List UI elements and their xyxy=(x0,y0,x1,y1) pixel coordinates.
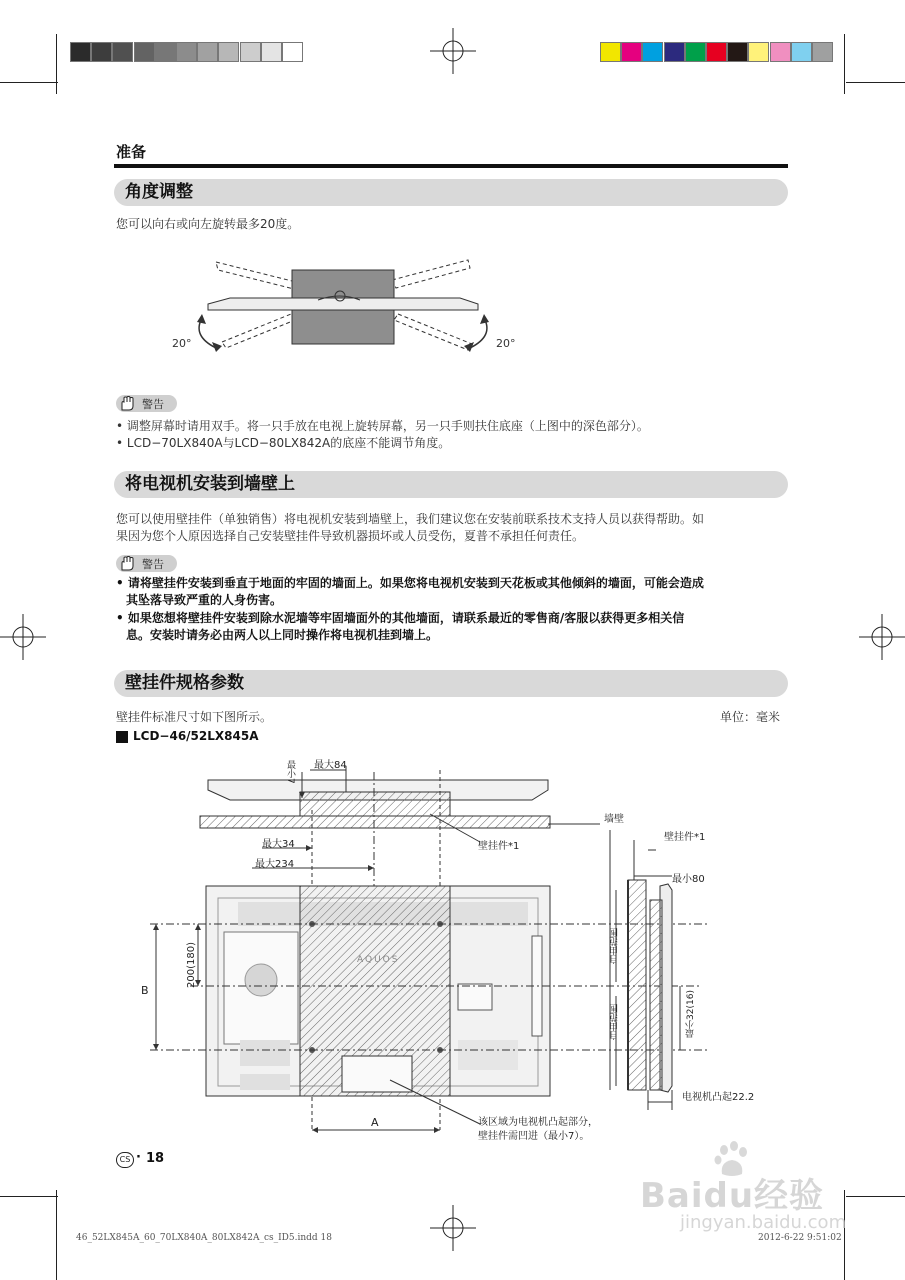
wall-bullet-2: • 如果您想将壁挂件安装到除水泥墙等牢固墙面外的其他墙面，请联系最近的零售商/客服以获得更多相关信 xyxy=(116,611,685,625)
color-swatch xyxy=(176,42,197,62)
label-bracket-side: 壁挂件*1 xyxy=(664,832,706,843)
label-free-range-2: 自由范围 xyxy=(610,1004,620,1040)
angle-bullet-2: • LCD−70LX840A与LCD−80LX842A的底座不能调节角度。 xyxy=(116,436,451,450)
angle-desc: 您可以向右或向左旋转最多20度。 xyxy=(116,217,300,231)
label-bracket-top: 壁挂件*1 xyxy=(478,841,520,852)
color-swatch xyxy=(706,42,727,62)
color-swatch xyxy=(91,42,112,62)
dim-b: B xyxy=(141,984,149,997)
dim-protrude: 电视机凸起22.2 xyxy=(682,1092,755,1103)
section-title-spec: 壁挂件规格参数 xyxy=(125,673,244,693)
warning-badge-wall xyxy=(116,555,177,572)
right-angle-label: 20° xyxy=(496,337,516,350)
color-swatch xyxy=(664,42,685,62)
color-swatch xyxy=(261,42,282,62)
dim-max234: 最大234 xyxy=(255,859,295,870)
color-swatch xyxy=(155,42,176,62)
dim-a: A xyxy=(371,1116,379,1129)
header-rule xyxy=(114,164,788,168)
wall-desc-2: 果因为您个人原因选择自己安装壁挂件导致机器损坏或人员受伤，夏普不承担任何责任。 xyxy=(116,529,585,543)
spec-desc: 壁挂件标准尺寸如下图所示。 xyxy=(116,710,273,724)
dim-200: 200(180) xyxy=(186,942,197,988)
dim-min80: 最小80 xyxy=(672,874,705,885)
page-number-dot: · xyxy=(136,1150,141,1165)
color-swatch xyxy=(70,42,91,62)
color-swatch xyxy=(112,42,133,62)
color-swatch xyxy=(770,42,791,62)
dim-min7: 最小7 xyxy=(285,760,295,784)
color-swatch xyxy=(218,42,239,62)
wall-bullet-2-cont: 息。安装时请务必由两人以上同时操作将电视机挂到墙上。 xyxy=(126,628,439,642)
crop-mark xyxy=(846,82,905,83)
color-swatch xyxy=(600,42,621,62)
spec-unit: 单位：毫米 xyxy=(720,710,781,724)
crop-mark xyxy=(56,1190,57,1280)
language-badge: CS xyxy=(116,1152,134,1168)
wall-bullet-1-cont: 其坠落导致严重的人身伤害。 xyxy=(126,593,283,607)
crop-mark xyxy=(846,1196,905,1197)
color-swatch xyxy=(134,42,155,62)
note-line-1: 该区域为电视机凸起部分， xyxy=(478,1117,598,1128)
crop-mark xyxy=(844,34,845,94)
warning-label: 警告 xyxy=(142,398,164,411)
color-swatch xyxy=(791,42,812,62)
color-swatch xyxy=(748,42,769,62)
wall-desc-1: 您可以使用壁挂件（单独销售）将电视机安装到墙壁上，我们建议您在安装前联系技术支持人员以获得帮助。如 xyxy=(116,512,705,526)
crop-mark xyxy=(56,34,57,94)
registration-mark-right xyxy=(859,614,905,660)
color-swatch xyxy=(812,42,833,62)
brand-logo: AQUOS xyxy=(357,955,400,965)
crop-mark xyxy=(0,82,58,83)
color-swatch xyxy=(197,42,218,62)
angle-bullet-1: • 调整屏幕时请用双手。将一只手放在电视上旋转屏幕，另一只手则扶住底座（上图中的深色部分）。 xyxy=(116,419,649,433)
hand-icon xyxy=(119,396,137,411)
section-title-wall: 将电视机安装到墙壁上 xyxy=(125,474,295,494)
swivel-diagram xyxy=(160,252,540,362)
registration-mark-bottom xyxy=(430,1205,476,1251)
color-swatch xyxy=(621,42,642,62)
color-swatch xyxy=(642,42,663,62)
dim-max84: 最大84 xyxy=(314,760,347,771)
section-title-angle: 角度调整 xyxy=(125,182,193,202)
registration-mark-left xyxy=(0,614,46,660)
footer-date: 2012-6-22 9:51:02 xyxy=(758,1233,842,1243)
color-swatch xyxy=(727,42,748,62)
crop-mark xyxy=(0,1196,58,1197)
spec-model: LCD−46/52LX845A xyxy=(133,729,259,743)
dim-min32: 最小32(16) xyxy=(686,990,696,1038)
left-angle-label: 20° xyxy=(172,337,192,350)
color-swatch xyxy=(240,42,261,62)
color-swatch xyxy=(685,42,706,62)
header-section: 准备 xyxy=(116,143,147,161)
color-swatch xyxy=(282,42,303,62)
section-bar-angle xyxy=(114,179,788,206)
warning-label: 警告 xyxy=(142,558,164,571)
crop-mark xyxy=(844,1190,845,1280)
note-line-2: 壁挂件需凹进（最小7）。 xyxy=(478,1131,590,1142)
warning-badge-angle xyxy=(116,395,177,412)
footer-filename: 46_52LX845A_60_70LX840A_80LX842A_cs_ID5.indd 18 xyxy=(76,1233,332,1243)
watermark-url: jingyan.baidu.com xyxy=(680,1212,847,1233)
dim-max34: 最大34 xyxy=(262,839,295,850)
registration-mark-top xyxy=(430,28,476,74)
watermark-logo: Baidu经验 xyxy=(640,1176,825,1216)
label-wall: 墙壁 xyxy=(604,814,624,825)
label-free-range-1: 自由范围 xyxy=(610,928,620,964)
model-square-icon xyxy=(116,731,128,743)
wall-bullet-1: • 请将壁挂件安装到垂直于地面的牢固的墙面上。如果您将电视机安装到天花板或其他倾斜的墙面，可能会造成 xyxy=(116,576,704,590)
page-number: 18 xyxy=(146,1151,165,1166)
hand-icon xyxy=(119,556,137,571)
